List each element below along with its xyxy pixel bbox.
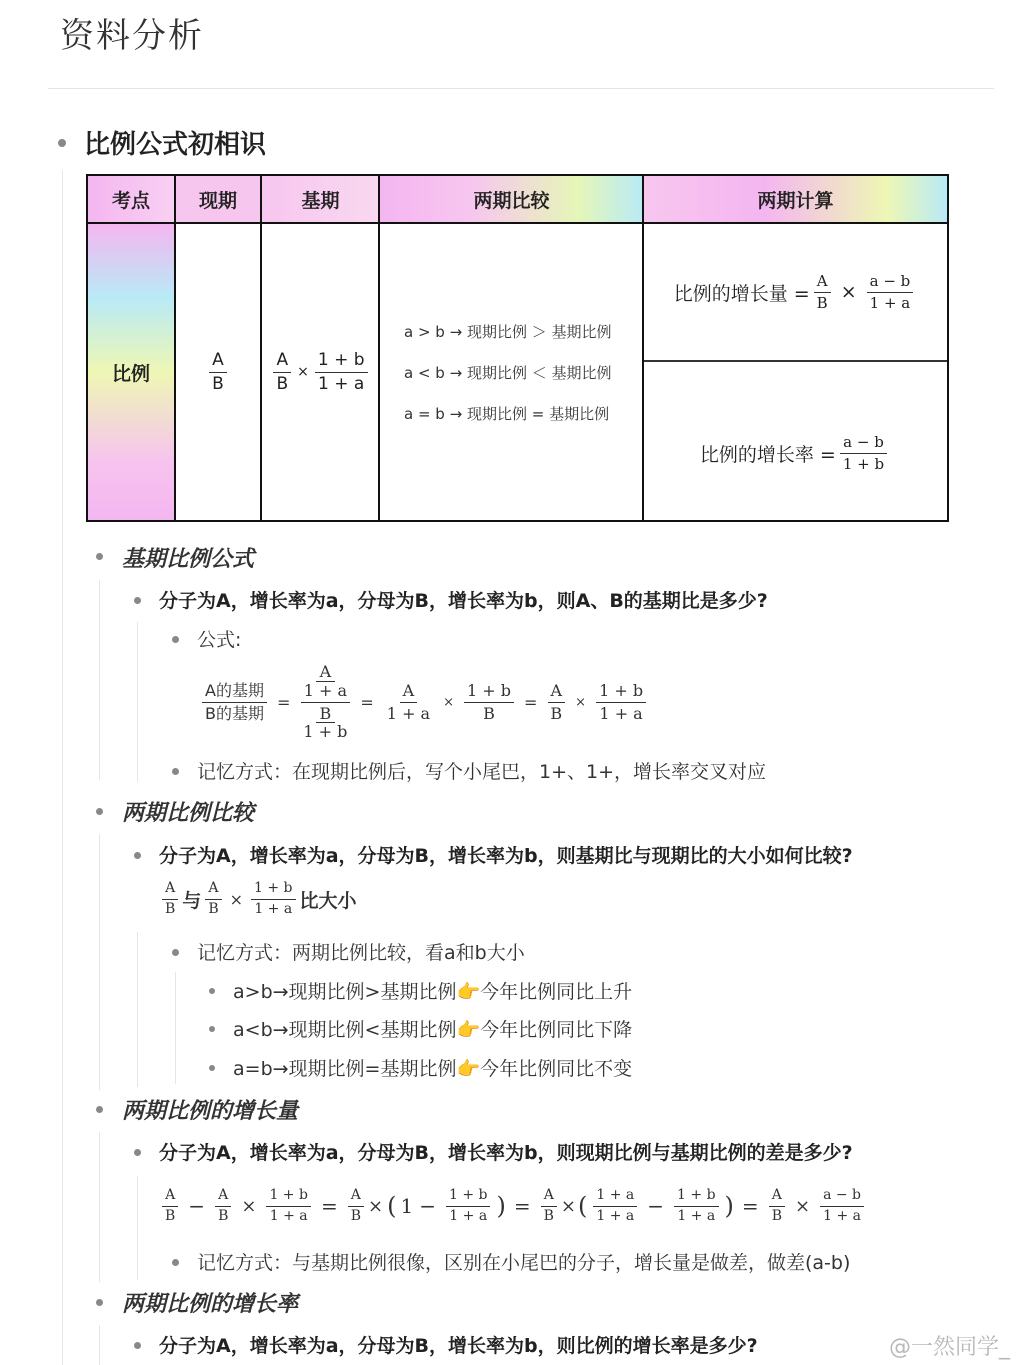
fraction <box>384 682 433 722</box>
indent-guide <box>99 1132 100 1282</box>
fraction <box>251 881 296 917</box>
fraction-numerator: 1 + b <box>315 351 368 373</box>
fraction-denominator: B <box>208 900 219 917</box>
equals-sign: = <box>741 1194 759 1218</box>
fraction-denominator: B <box>165 900 176 917</box>
fraction-numerator: A <box>162 1188 178 1206</box>
row-label: 比例 <box>111 362 150 385</box>
header-cell-compare <box>380 176 643 223</box>
fraction-numerator: A <box>541 1188 557 1206</box>
equals-sign: = <box>320 1194 338 1218</box>
header-label: 两期计算 <box>757 190 834 212</box>
compound-numerator <box>301 663 350 702</box>
compare-line <box>404 321 612 342</box>
compare-condition: a < b <box>404 363 445 382</box>
grid-line <box>642 176 644 520</box>
fraction-ab <box>814 273 831 311</box>
row-label-cell <box>88 224 174 520</box>
fraction-numerator: 1 + b <box>464 682 514 703</box>
fraction-numerator: A <box>769 1188 785 1206</box>
fraction-denominator: 1 + a <box>823 1207 861 1224</box>
right-paren: ) <box>496 1192 506 1220</box>
fraction-numerator: A <box>209 351 227 373</box>
fraction-denominator: 1 + a <box>386 703 431 723</box>
bullet-dot <box>172 949 179 956</box>
arrow-icon: → <box>449 404 463 423</box>
grid-line <box>174 176 176 520</box>
fraction-numerator: A <box>400 682 418 703</box>
s2-item <box>233 1015 632 1042</box>
s1-title: 基期比例公式 <box>122 547 255 572</box>
fraction-numerator: a − b <box>867 273 914 293</box>
left-paren: ( <box>387 1192 397 1220</box>
fraction-denominator: 1 + a <box>677 1207 716 1224</box>
compound-denominator <box>300 703 350 741</box>
s2-question: 分子为A，增长率为a，分母为B，增长率为b，则基期比与现期比的大小如何比较? <box>159 845 853 867</box>
fraction-numerator: A <box>215 1188 231 1206</box>
fraction <box>205 881 221 917</box>
current-fraction <box>209 351 227 393</box>
watermark: @一然同学_ <box>888 1335 1010 1360</box>
fraction-numerator: A <box>316 663 336 682</box>
fraction <box>215 1188 231 1224</box>
header-label: 考点 <box>111 190 150 212</box>
fraction-rate <box>840 434 887 472</box>
pointing-hand-icon: 👉 <box>456 1019 481 1041</box>
bullet-dot <box>134 1342 141 1349</box>
bullet-dot <box>96 808 103 815</box>
base-fraction-tail <box>315 351 368 393</box>
fraction-denominator: 1 + a <box>596 1207 635 1224</box>
fraction-denominator: B <box>218 1207 229 1224</box>
bullet-dot <box>96 553 103 560</box>
header-cell-base <box>262 176 379 223</box>
s1-formula <box>198 660 650 744</box>
equals-sign: = <box>276 692 291 712</box>
grid-line <box>88 222 947 224</box>
section-title: 比例公式初相识 <box>84 130 267 160</box>
fraction <box>541 1188 557 1224</box>
indent-guide <box>62 170 63 1365</box>
fraction-denominator: B <box>165 1207 176 1224</box>
ratio-table <box>86 174 949 522</box>
equals-sign: = <box>513 1194 531 1218</box>
fraction-denominator: B的基期 <box>205 703 264 723</box>
header-label: 基期 <box>301 190 340 212</box>
minus-sign: − <box>188 1194 206 1218</box>
fraction-numerator: 1 + a <box>593 1188 637 1206</box>
fraction-numerator: a − b <box>840 434 887 454</box>
s3-memory: 记忆方式：与基期比例很像，区别在小尾巴的分子，增长量是做差，做差(a-b) <box>197 1252 851 1274</box>
arrow-icon: → <box>449 363 463 382</box>
fraction <box>266 1188 311 1224</box>
fraction-denominator: B <box>816 293 828 312</box>
compare-result: 现期比例 ＞ 基期比例 <box>466 322 612 341</box>
fraction-numerator: 1 + b <box>674 1188 719 1206</box>
fraction-numerator: A <box>348 1188 364 1206</box>
grid-line <box>378 176 380 520</box>
equals-sign: = <box>524 692 538 712</box>
s1-memory: 记忆方式：在现期比例后，写个小尾巴，1+、1+，增长率交叉对应 <box>197 761 767 783</box>
fraction-denominator: B <box>543 1207 554 1224</box>
fraction-numerator: A <box>205 881 221 899</box>
fraction-denominator: 1 + a <box>254 900 293 917</box>
compare-word: 比大小 <box>299 889 357 912</box>
fraction <box>162 881 178 917</box>
indent-guide <box>137 622 138 782</box>
bullet-dot <box>172 1259 179 1266</box>
compound-fraction <box>300 663 350 740</box>
times-sign: × <box>794 1195 811 1217</box>
bullet-dot <box>58 139 66 147</box>
fraction <box>348 1188 364 1224</box>
growth-amount-label: 比例的增长量 = <box>673 282 810 305</box>
fraction-denominator: B <box>276 373 289 394</box>
left-paren: ( <box>578 1192 588 1220</box>
fraction-numerator: A <box>814 273 831 293</box>
fraction-diff <box>867 273 914 311</box>
header-cell-current <box>175 176 261 223</box>
growth-rate-label: 比例的增长率 = <box>699 443 836 466</box>
fraction-denominator: 1 + a <box>303 680 348 700</box>
times-sign: × <box>241 1195 257 1217</box>
bullet-dot <box>96 1106 103 1113</box>
base-cell <box>262 224 379 520</box>
indent-guide <box>99 834 100 1090</box>
fraction-numerator: A <box>162 881 178 899</box>
bullet-dot <box>209 988 215 994</box>
bullet-dot <box>134 852 141 859</box>
fraction-denominator: 1 + b <box>842 454 885 473</box>
indent-guide <box>175 972 176 1084</box>
fraction-numerator: B <box>316 705 336 724</box>
fraction <box>596 682 646 722</box>
fraction-numerator: 1 + b <box>251 881 296 899</box>
fraction-denominator: B <box>771 1207 782 1224</box>
s3-question: 分子为A，增长率为a，分母为B，增长率为b，则现期比例与基期比例的差是多少? <box>159 1142 853 1164</box>
indent-guide <box>99 1325 100 1365</box>
minus-sign: − <box>419 1194 436 1218</box>
current-cell <box>175 224 261 520</box>
item-result: 今年比例同比不变 <box>480 1058 633 1080</box>
s1-question: 分子为A，增长率为a，分母为B，增长率为b，则A、B的基期比是多少? <box>159 590 768 612</box>
fraction <box>464 682 514 722</box>
minus-sign: − <box>647 1194 665 1218</box>
bullet-dot <box>209 1065 215 1071</box>
s4-question: 分子为A，增长率为a，分母为B，增长率为b，则比例的增长率是多少? <box>159 1335 758 1357</box>
item-condition: a>b→现期比例>基期比例 <box>233 981 457 1003</box>
s2-title: 两期比例比较 <box>122 801 255 826</box>
fraction-denominator: B <box>212 373 224 394</box>
fraction <box>769 1188 785 1224</box>
times-sign: × <box>297 364 309 380</box>
compare-result: 现期比例 ＜ 基期比例 <box>466 363 612 382</box>
fraction-denominator: B <box>550 703 563 723</box>
bullet-dot <box>134 597 141 604</box>
fraction <box>162 1188 178 1224</box>
fraction-denominator: 1 + a <box>599 703 643 723</box>
times-sign: × <box>840 281 857 303</box>
equals-sign: = <box>360 692 374 712</box>
times-sign: × <box>229 889 244 909</box>
times-sign: × <box>443 694 454 710</box>
fraction <box>547 682 565 722</box>
fraction <box>593 1188 637 1224</box>
fraction-numerator: A的基期 <box>202 682 267 703</box>
fraction-denominator: 1 + b <box>303 722 348 742</box>
title-divider <box>48 88 994 89</box>
header-label: 两期比较 <box>473 190 550 212</box>
calc-growth-rate-cell <box>644 362 947 520</box>
s1-formula-label: 公式: <box>197 629 242 651</box>
compare-line <box>404 403 609 424</box>
arrow-icon: → <box>449 322 463 341</box>
fraction <box>674 1188 719 1224</box>
s3-title: 两期比例的增长量 <box>122 1099 299 1124</box>
indent-guide <box>137 1176 138 1280</box>
lhs-fraction <box>202 682 267 722</box>
compare-result: 现期比例 = 基期比例 <box>466 404 610 423</box>
fraction-denominator: 1 + a <box>869 293 911 312</box>
compare-condition: a = b <box>404 404 445 423</box>
header-cell-calc <box>644 176 947 223</box>
s2-memory: 记忆方式：两期比例比较，看a和b大小 <box>197 942 525 964</box>
fraction-numerator: a − b <box>820 1188 864 1206</box>
bullet-dot <box>172 636 179 643</box>
bullet-dot <box>96 1299 103 1306</box>
page-title: 资料分析 <box>60 16 204 56</box>
fraction-denominator: 1 + a <box>449 1207 488 1224</box>
fraction-numerator: A <box>548 682 566 703</box>
fraction-numerator: A <box>273 351 291 373</box>
pointing-hand-icon: 👉 <box>456 981 481 1003</box>
bullet-dot <box>172 768 179 775</box>
grid-line <box>644 360 947 362</box>
fraction-denominator: 1 + a <box>318 373 365 394</box>
header-cell-kaodian <box>88 176 174 223</box>
times-sign: × <box>560 1195 577 1217</box>
item-condition: a<b→现期比例<基期比例 <box>233 1019 457 1041</box>
s2-item <box>233 977 632 1004</box>
fraction <box>446 1188 491 1224</box>
fraction <box>820 1188 864 1224</box>
calc-growth-amount-cell <box>644 224 947 360</box>
times-sign: × <box>368 1195 384 1217</box>
s4-title: 两期比例的增长率 <box>122 1292 299 1317</box>
item-result: 今年比例同比下降 <box>480 1019 633 1041</box>
compare-line <box>404 362 612 383</box>
compare-condition: a > b <box>404 322 445 341</box>
item-result: 今年比例同比上升 <box>480 981 633 1003</box>
s2-item <box>233 1054 632 1081</box>
fraction-denominator: 1 + a <box>269 1207 308 1224</box>
indent-guide <box>99 580 100 780</box>
item-condition: a=b→现期比例=基期比例 <box>233 1058 457 1080</box>
pointing-hand-icon: 👉 <box>456 1058 481 1080</box>
s2-formula <box>158 876 357 922</box>
compare-cell <box>380 224 643 520</box>
fraction-numerator: 1 + b <box>596 682 646 703</box>
times-sign: × <box>575 694 587 710</box>
bullet-dot <box>134 1149 141 1156</box>
fraction-denominator: B <box>350 1207 362 1224</box>
s3-formula <box>158 1180 868 1232</box>
header-label: 现期 <box>198 190 237 212</box>
grid-line <box>260 176 262 520</box>
bullet-dot <box>209 1026 215 1032</box>
fraction-denominator: B <box>483 703 495 723</box>
base-fraction-ab <box>273 351 291 393</box>
one-digit: 1 <box>400 1194 414 1218</box>
indent-guide <box>137 932 138 1087</box>
fraction-numerator: 1 + b <box>266 1188 311 1206</box>
right-paren: ) <box>724 1192 734 1220</box>
with-word: 与 <box>182 889 202 912</box>
fraction-numerator: 1 + b <box>446 1188 491 1206</box>
